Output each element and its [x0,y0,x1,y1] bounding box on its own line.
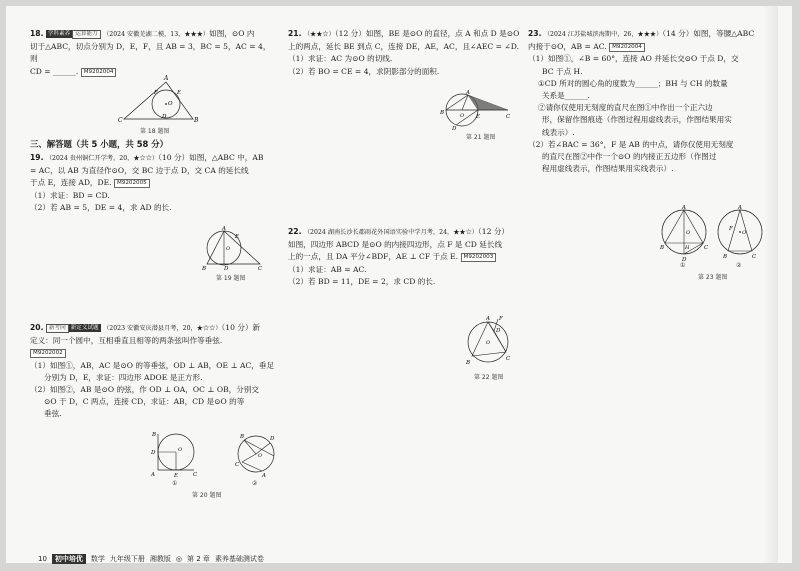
tag-discipline: 学科素养 [47,31,71,37]
figure-19 [202,224,266,272]
page-spine-shadow [764,6,778,563]
svg-text:E: E [235,234,240,240]
question-23: 23. （2024 江苏盐城滨海期中，26，★★★）（14 分）如图，等腰△ABC 内接于⊙O，AB = AC. M9202004 （1）如图①，∠B = 60°，连接 AO 并延长交⊙O 于点 D，交 BC 于点 H. ①CD 所对的圆心角的度数为______；BH 与 CH 的数量 关系是______. ②请你仅使用无刻度的直尺在图①中作出一个正六边 形，保留作图痕迹（作图过程用虚线表示，作图结果用实 线表示）. （2）若∠BAC = 36°，F 是 AB 的中点，请你仅使用无刻度 的直尺在图②中作一个⊙O 的内接正五边形（作图过 程用虚线表示，作图结果用实线表示）. [528,29,755,174]
svg-text:B: B [240,434,245,440]
svg-text:B: B [202,266,207,272]
svg-text:B: B [440,110,445,116]
question-22: 22. （2024 湖南长沙长郡雨花外国语实验中学月考，24，★★☆）（12 分） 如图，四边形 ABCD 是⊙O 的内接四边形，点 F 是 CD 延长线 上的一点，且 DA 平分∠BDF，AE ⊥ CF 于点 E. M9202003 （1）求证：AB = AC. （2）若 BD = 11，DE = 2，求 CD 的长. [288,227,510,286]
question-code: M9202003 [461,253,497,262]
figure-20-2 [232,430,280,478]
figure-23-2 [716,204,768,262]
svg-text:E: E [476,114,481,120]
exam-page: 18. 学科素养 运算能力 （2024 安徽芜湖二模，13，★★★）如图，⊙O 内 切于△ABC，切点分别为 D，E，F，且 AB = 3，BC = 5，AC = 4，则 CD = ______. M9202004 C B A O F E D 第 18 题图 三、解答题（共 5 小题，共 58 分） 19. （2024 贵州铜仁开学考，20，★☆☆）（10 分）如图，△ABC 中，AB = AC，以 AB 为直径作⊙O，交 BC 边于点 D，交 CA 的延长线 于点 E，连接 AD，DE. M9202005 （1）求证：BD = CD. （2）若 AB = 5，DE = 4，求 AD 的长. A B C D E O 第 19 题图 20. 新考向 新定义试题 （2023 安徽安庆潜县月考，20，★☆☆）（10 分）新 定义：同一个圆中，互相垂直且相等的两条弦叫作等垂弦. M9202002 （1）如图①，AB，AC 是⊙O 的等垂弦，OD ⊥ AB，OE ⊥ AC，垂足 分别为 D，E，求证：四边形 ADOE 是正方形. （2）如图②，AB 是⊙O 的弦，作 OD ⊥ OA，OC ⊥ OB，分别交 ⊙O 于 D，C 两点，连接 CD，求证：AB，CD 是⊙O 的等 垂弦. B D A E C O ① B D O C A ② 第 20 题图 21. （★★☆）（12 分）如图，BE 是⊙O 的直径，点 A 和点 D 是⊙O 上的两点，延长 BE 到点 C，连接 DE，AE，AC，且∠AEC = ∠D. （1）求证：AC 为⊙O 的切线. （2）若 BO = CE = 4，求阴影部分的面积. A B C D O E 第 21 题图 22. （2024 湖南长沙长郡雨花外国语实验中学月考，24，★★☆）（12 分） 如图，四边形 ABCD 是⊙O 的内接四边形，点 F 是 CD 延长线 上的一点，且 DA 平分∠BDF，AE ⊥ CF 于点 E. M9202003 （1）求证：AB = AC. （2）若 BD = 11，DE = 2，求 CD 的长. A B C D F O 第 22 题图 23. （2024 江苏盐城滨海期中，26，★★★）（14 分）如图，等腰△ABC 内接于⊙O，AB = AC. M9202004 （1）如图①，∠B = 60°，连接 AO 并延长交⊙O 于点 D，交 BC 于点 H. ①CD 所对的圆心角的度数为______；BH 与 CH 的数量 关系是______. ②请你仅使用无刻度的直尺在图①中作出一个正六边 形，保留作图痕迹（作图过程用虚线表示，作图结果用实 线表示）. （2）若∠BAC = 36°，F 是 AB 的中点，请你仅使用无刻度 的直尺在图②中作一个⊙O 的内接正五边形（作图过 程用虚线表示，作图结果用实线表示）. A B C H D O ① A B C F O ② 第 23 题图 10 初中培优 数学 九年级下册 湘教版 ◎ 第 2 章 素养基础测试卷 [6,6,792,563]
chapter-bullet-icon: ◎ [175,555,183,563]
question-18: 18. 学科素养 运算能力 （2024 安徽芜湖二模，13，★★★）如图，⊙O 内 切于△ABC，切点分别为 D，E，F，且 AB = 3，BC = 5，AC = 4，则 CD = ______. M9202004 [30,29,271,76]
svg-text:O: O [226,246,231,252]
question-code: M9202005 [114,179,150,188]
tag-ability: 运算能力 [72,30,100,39]
svg-text:A: A [164,75,169,82]
question-20: 20. 新考向 新定义试题 （2023 安徽安庆潜县月考，20，★☆☆）（10 分）新 定义：同一个圆中，互相垂直且相等的两条弦叫作等垂弦. M9202002 （1）如图①，AB，AC 是⊙O 的等垂弦，OD ⊥ AB，OE ⊥ AC，垂足 分别为 D，E，求证：四边形 ADOE 是正方形. （2）如图②，AB 是⊙O 的弦，作 OD ⊥ OA，OC ⊥ OB，分别交 ⊙O 于 D，C 两点，连接 CD，求证：AB，CD 是⊙O 的等 垂弦. [30,323,275,419]
question-code: M9202004 [81,68,117,77]
svg-text:B: B [194,117,198,124]
svg-text:H: H [685,245,690,251]
svg-text:A: A [262,473,266,478]
svg-text:D: D [270,436,275,442]
svg-text:D: D [452,126,457,130]
svg-text:C: C [506,114,511,120]
svg-text:C: C [258,266,263,272]
question-code: M9202004 [609,43,645,52]
svg-text:A: A [151,472,155,478]
figure-18 [118,72,198,124]
figure-22 [464,314,518,368]
svg-text:E: E [174,473,179,478]
svg-text:E: E [177,90,182,96]
svg-text:A: A [738,205,742,211]
svg-text:A: A [486,316,490,322]
svg-text:C: C [118,117,123,124]
svg-text:O: O [168,101,173,107]
svg-text:O: O [258,453,263,459]
svg-text:O: O [486,340,491,346]
figure-20-1 [148,430,200,478]
svg-text:B: B [152,432,157,438]
svg-text:A: A [466,90,470,96]
svg-text:F: F [729,226,733,232]
svg-text:D: D [151,450,156,456]
question-code: M9202002 [30,349,66,358]
svg-text:C: C [235,462,240,468]
brand-label: 初中培优 [52,554,86,564]
svg-text:O: O [686,230,691,236]
svg-text:O: O [742,230,747,236]
svg-text:D: D [682,257,687,262]
tag-new-definition: 新定义试题 [70,325,99,331]
figure-23-1 [660,204,712,262]
svg-text:B: B [660,245,665,251]
svg-text:C: C [752,254,757,260]
svg-text:O: O [460,113,465,119]
svg-text:D: D [224,266,229,272]
svg-text:A: A [682,205,686,211]
svg-text:F: F [154,90,158,96]
svg-text:B: B [466,360,471,366]
svg-text:C: C [506,356,511,362]
svg-text:F: F [499,316,503,322]
figure-21 [440,90,512,130]
svg-text:A: A [222,226,226,232]
svg-text:O: O [178,447,183,453]
tag-new-direction: 新考向 [46,324,69,333]
svg-text:B: B [723,254,728,260]
page-footer: 10 初中培优 数学 九年级下册 湘教版 ◎ 第 2 章 素养基础测试卷 [38,555,264,563]
svg-text:D: D [162,114,167,120]
svg-text:C: C [704,245,709,251]
section-heading: 三、解答题（共 5 小题，共 58 分） [30,139,169,149]
question-21: 21. （★★☆）（12 分）如图，BE 是⊙O 的直径，点 A 和点 D 是⊙O 上的两点，延长 BE 到点 C，连接 DE，AE，AC，且∠AEC = ∠D. （1）求证：AC 为⊙O 的切线. （2）若 BO = CE = 4，求阴影部分的面积. [288,29,520,76]
page-number: 10 [38,555,47,563]
svg-text:C: C [193,472,198,478]
svg-text:D: D [496,328,501,334]
question-19: 19. （2024 贵州铜仁开学考，20，★☆☆）（10 分）如图，△ABC 中，AB = AC，以 AB 为直径作⊙O，交 BC 边于点 D，交 CA 的延长线 于点 E，连接 AD，DE. M9202005 （1）求证：BD = CD. （2）若 AB = 5，DE = 4，求 AD 的长. [30,153,264,212]
